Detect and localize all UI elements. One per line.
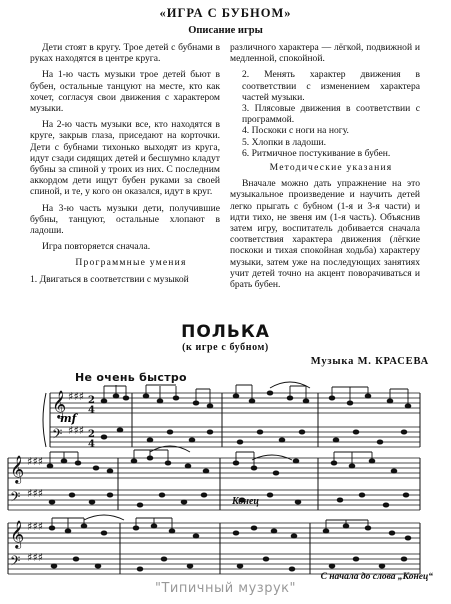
piece-title: ПОЛЬКА [181,322,270,342]
svg-text:2: 2 [88,429,95,440]
dynamic-mark: mf [60,412,77,425]
treble-clef-icon: 𝄞 [52,390,67,418]
skill-item-4: 4. Поскоки с ноги на ногу. [242,125,349,137]
right-column [230,42,420,295]
svg-text:4: 4 [88,405,95,416]
watermark: "Типичный музрук" [154,581,297,596]
skill-item-2: 2. Менять характер движения в соответствии с изменением характера частей музыки. [242,69,420,103]
sheet-music [0,380,451,580]
paragraph-continuation: различного характера — лёгкой, подвижной и медленной, спокойной. [230,42,420,65]
notes [47,391,411,571]
bass-clef-icon: 𝄢 [10,553,21,572]
paragraph-part2: На 2-ю часть музыки все, кто находятся в кругe, закрыв глаза, приседают на корточки. Дети с бубнами тихонько выходят из круга, идут сзади сидящих детей и бесшумно кладут бубны за спиной у троих из них. С последним аккордом дети ищут бубен руками за своей спиной, и те, у кого он оказался, идут в круг. [30,119,220,198]
section-heading-skills: Программные умения [75,257,187,269]
page-title: «ИГРА С БУБНОМ» [159,6,292,20]
svg-text:♯♯♯: ♯♯♯ [27,455,43,468]
paragraph-part1: На 1-ю часть музыки трое детей бьют в бубен, остальные танцуют на месте, кто как хочет, согласуя свои движения с характером музыки. [30,69,220,115]
clefs [10,390,95,572]
paragraph-methods: Вначале можно дать упражнение на это музыкальное произведение и научить детей легко прыгать с бубном (1-я и 3-я части) и идти тихо, не звеня им (1-я часть). Объяснив затем игру, воспитатель добивается сначала соответствия характера движения (лёгкие поскоки и тихая спокойная ходьба) характеру музыки, затем уже на последующих занятиях учит детей точно на акцент поворачиваться и брать бубен. [230,178,420,291]
beams-and-slurs [50,382,408,531]
skills-list [230,69,420,159]
svg-text:♯♯♯: ♯♯♯ [68,390,84,403]
tempo-marking: Не очень быстро [75,371,187,384]
section-heading-methods: Методические указания [269,162,393,174]
treble-clef-icon: 𝄞 [10,455,25,483]
svg-text:♯♯♯: ♯♯♯ [27,520,43,533]
skill-item-6: 6. Ритмичное постукивание в бубен. [242,147,391,159]
bass-clef-icon: 𝄢 [52,426,63,445]
left-column [30,42,220,290]
svg-text:♯♯♯: ♯♯♯ [68,424,84,437]
skill-item-3: 3. Плясовые движения в соответствии с программой. [242,103,420,126]
skill-item-1: 1. Двигаться в соответствии с музыкой [30,273,189,285]
treble-clef-icon: 𝄞 [10,520,25,548]
dal-segno-instruction: С начала до слова „Конец“ [320,572,433,582]
konec-marking: Конец [232,496,259,507]
skill-item-5: 5. Хлопки в ладоши. [242,136,327,148]
composer-credit: Музыка М. КРАСЕВА [310,356,429,367]
piece-subtitle: (к игре с бубном) [182,342,269,353]
bass-clef-icon: 𝄢 [10,489,21,508]
paragraph-repeat: Игра повторяется сначала. [42,241,151,253]
paragraph-part3: На 3-ю часть музыки дети, получившие бубны, танцуют, остальные хлопают в ладоши. [30,202,220,237]
svg-text:♯♯♯: ♯♯♯ [27,551,43,564]
paragraph-intro: Дети стоят в кругу. Трое детей с бубнами в руках находятся в центре круга. [30,42,220,65]
page-subtitle: Описание игры [188,25,263,36]
svg-text:♯♯♯: ♯♯♯ [27,487,43,500]
time-signature-icon: 2 [88,395,95,406]
svg-text:4: 4 [88,439,95,450]
